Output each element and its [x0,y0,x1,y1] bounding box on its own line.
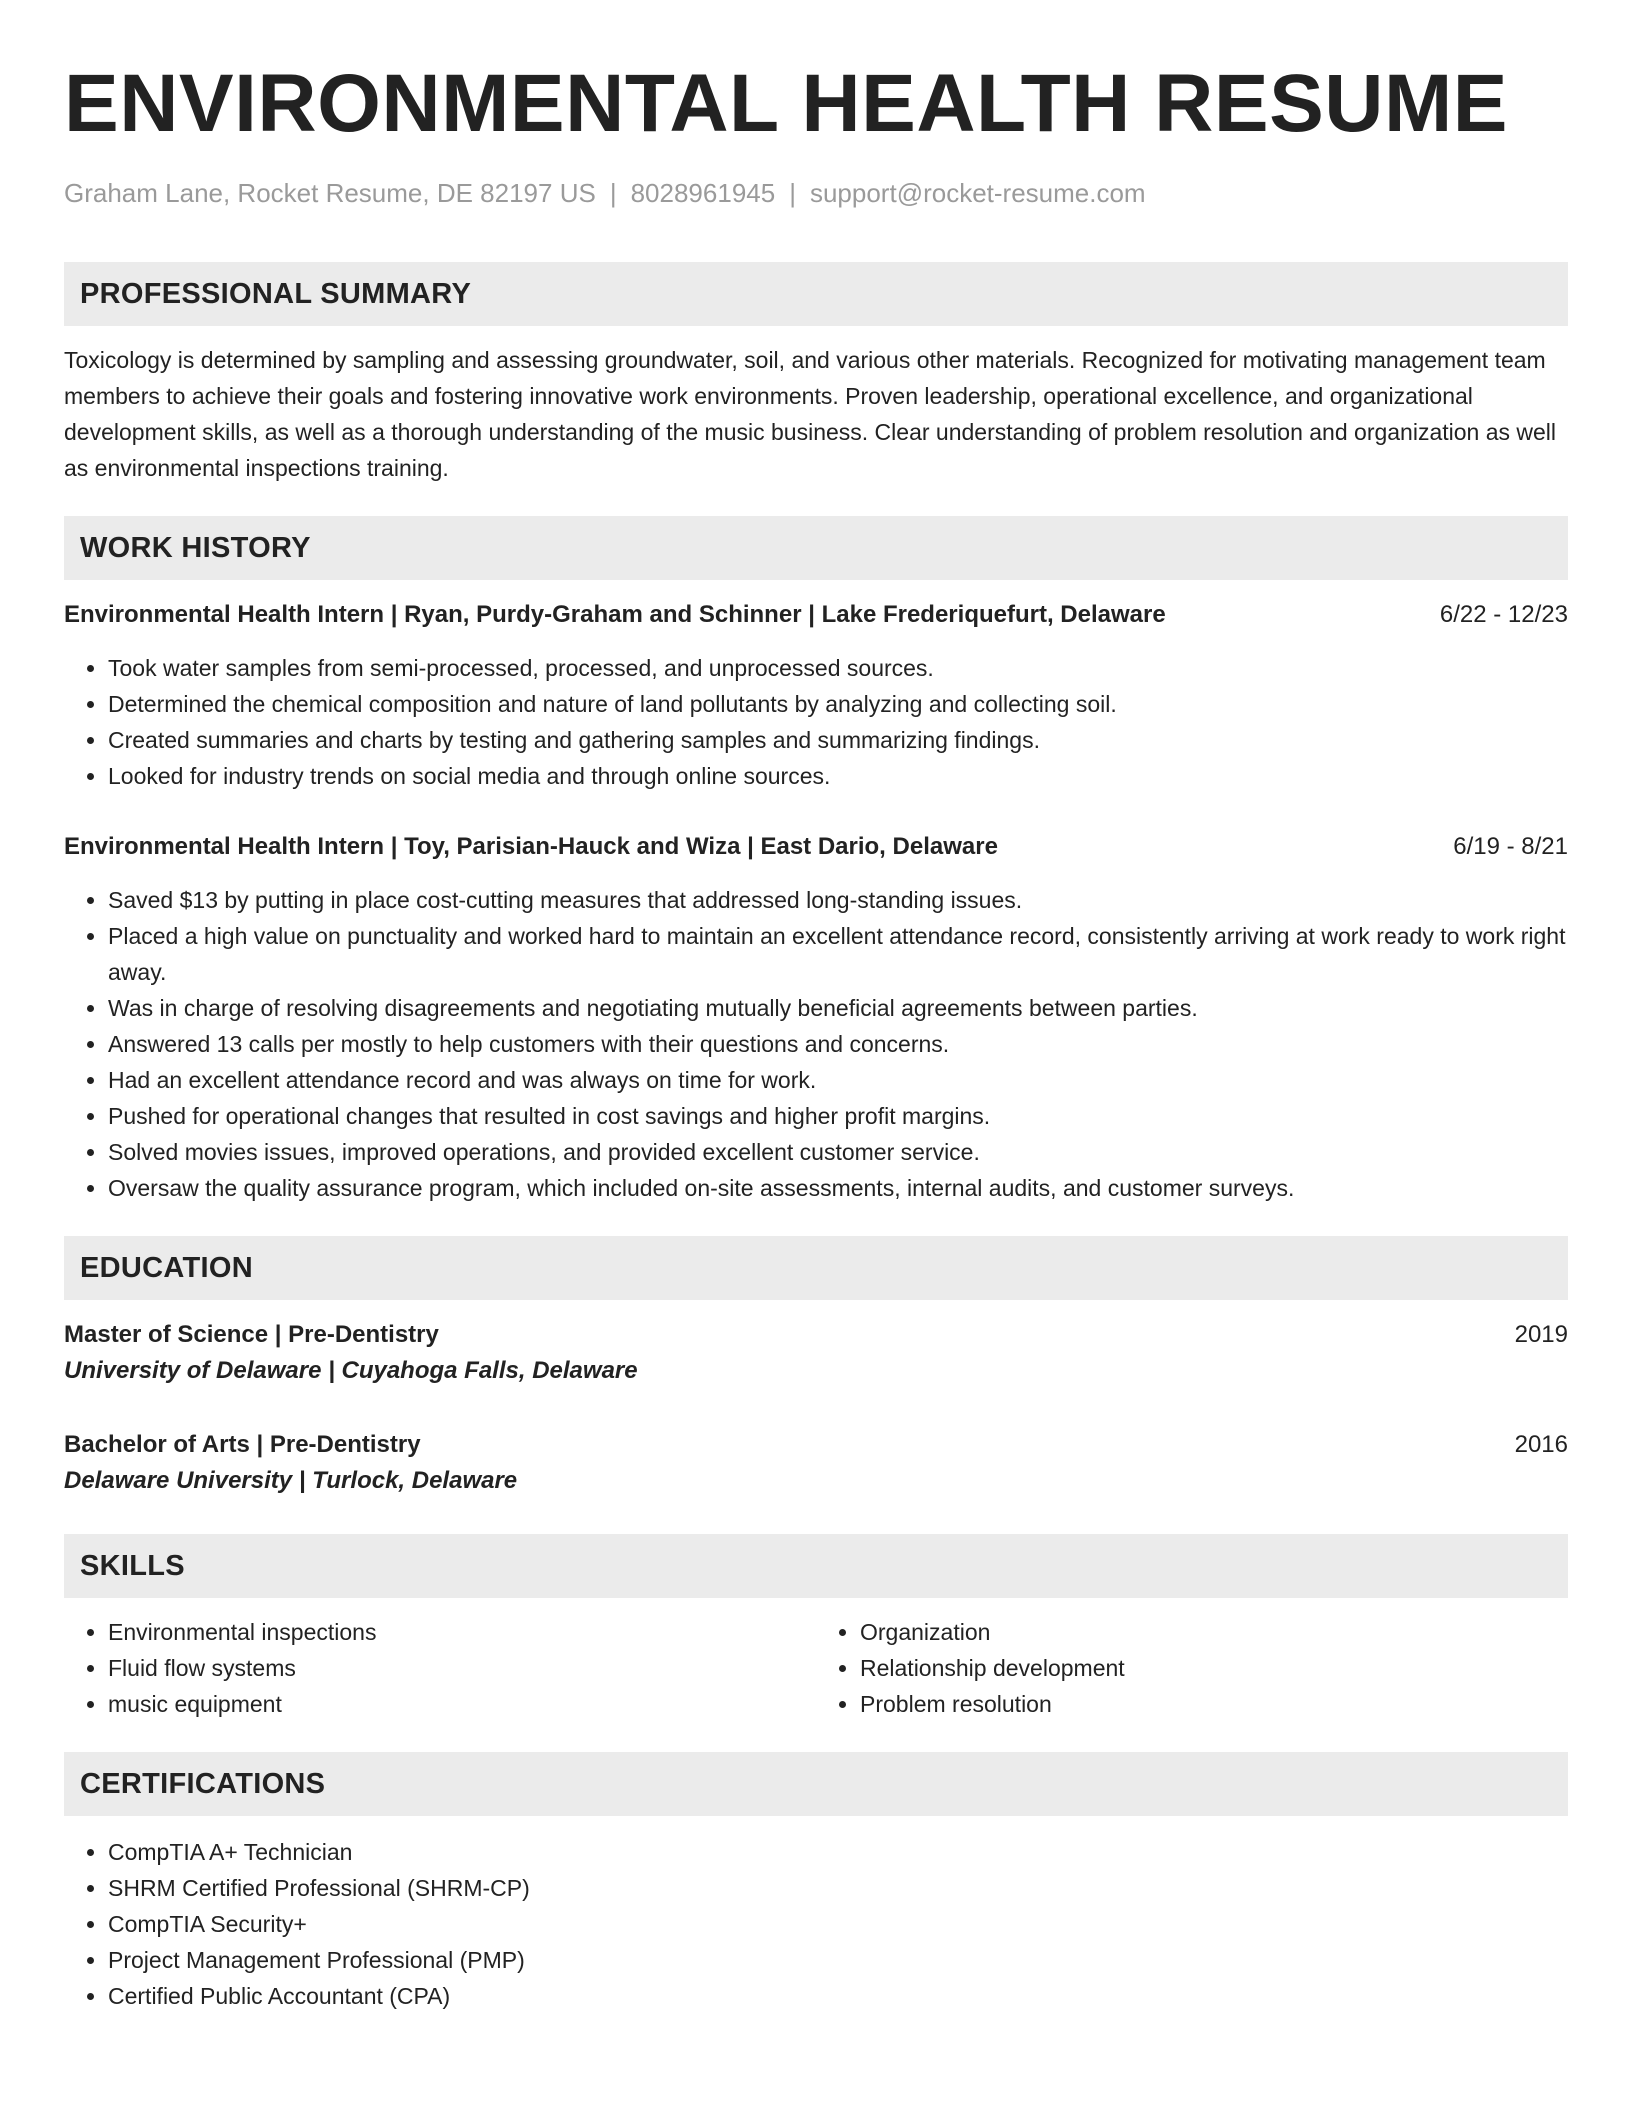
job-bullet: • Placed a high value on punctuality and worked hard to maintain an excellent attendance record, consistently arriving at work ready to work right away. [108,918,1568,990]
education-degree: Bachelor of Arts | Pre-Dentistry [64,1431,421,1458]
job-bullet: • Oversaw the quality assurance program, which included on-site assessments, internal audits, and customer surveys. [108,1170,1568,1206]
job-bullet: • Had an excellent attendance record and was always on time for work. [108,1062,1568,1098]
education-entry [64,1428,1568,1500]
certification-item: • Certified Public Accountant (CPA) [108,1978,1568,2014]
contact-phone: 8028961945 [630,178,776,208]
skill-item: • Relationship development [860,1650,1568,1686]
job-bullet: • Took water samples from semi-processed, processed, and unprocessed sources. [108,650,1568,686]
contact-email: support@rocket-resume.com [809,178,1146,208]
section-title: SKILLS [80,1549,185,1582]
education-header [64,1318,1568,1352]
job-bullets [64,650,1568,794]
job-header [64,598,1568,632]
section-header-certifications [64,1752,1568,1816]
job-bullet: • Created summaries and charts by testing and gathering samples and summarizing findings. [108,722,1568,758]
certification-item: • CompTIA Security+ [108,1906,1568,1942]
contact-line [64,176,1568,210]
skill-item: • Organization [860,1614,1568,1650]
section-title: EDUCATION [80,1251,253,1284]
job-bullet: • Pushed for operational changes that resulted in cost savings and higher profit margins. [108,1098,1568,1134]
job-dates: 6/22 - 12/23 [1439,601,1568,628]
job-bullet: • Looked for industry trends on social media and through online sources. [108,758,1568,794]
skills-column-right [816,1614,1568,1722]
job-bullet: • Determined the chemical composition and nature of land pollutants by analyzing and collecting soil. [108,686,1568,722]
contact-separator: | [789,178,796,208]
skill-item: • music equipment [108,1686,816,1722]
job-dates: 6/19 - 8/21 [1453,833,1568,860]
job-bullet: • Saved $13 by putting in place cost-cutting measures that addressed long-standing issues. [108,882,1568,918]
education-school: Delaware University | Turlock, Delaware [64,1467,518,1494]
certifications-list [64,1834,1568,2014]
education-header [64,1428,1568,1462]
certification-item: • Project Management Professional (PMP) [108,1942,1568,1978]
skill-item: • Problem resolution [860,1686,1568,1722]
contact-address: Graham Lane, Rocket Resume, DE 82197 US [64,178,596,208]
job-bullet: • Was in charge of resolving disagreements and negotiating mutually beneficial agreements between parties. [108,990,1568,1026]
skill-item: • Environmental inspections [108,1614,816,1650]
resume-title: ENVIRONMENTAL HEALTH RESUME [64,58,1508,149]
section-header-summary [64,262,1568,326]
education-entry [64,1318,1568,1390]
section-title: PROFESSIONAL SUMMARY [80,277,472,310]
skills-column-left [64,1614,816,1722]
education-year: 2019 [1514,1321,1568,1348]
section-header-skills [64,1534,1568,1598]
contact-separator: | [609,178,617,208]
summary-text: Toxicology is determined by sampling and assessing groundwater, soil, and various other materials. Recognized for motivating management team members to achieve their goals and fostering innovative work environments. Proven leadership, operational excellence, and organizational development skills, as well as a thorough understanding of the music business. Clear understanding of problem resolution and organization as well as environmental inspections training. [64,347,1557,481]
job-bullet: • Answered 13 calls per mostly to help customers with their questions and concerns. [108,1026,1568,1062]
job-bullet: • Solved movies issues, improved operations, and provided excellent customer service. [108,1134,1568,1170]
job-title: Environmental Health Intern | Ryan, Purdy-Graham and Schinner | Lake Frederiquefurt, Delaware [64,601,1166,628]
section-header-education [64,1236,1568,1300]
certification-item: • CompTIA A+ Technician [108,1834,1568,1870]
job-title: Environmental Health Intern | Toy, Parisian-Hauck and Wiza | East Dario, Delaware [64,833,998,860]
education-degree: Master of Science | Pre-Dentistry [64,1321,439,1348]
section-header-work [64,516,1568,580]
education-school: University of Delaware | Cuyahoga Falls, Delaware [64,1357,638,1384]
job-header [64,830,1568,864]
job-entry [64,598,1568,794]
section-title: WORK HISTORY [80,531,311,564]
skills-list [64,1614,1568,1722]
section-title: CERTIFICATIONS [80,1767,326,1800]
certification-item: • SHRM Certified Professional (SHRM-CP) [108,1870,1568,1906]
skill-item: • Fluid flow systems [108,1650,816,1686]
job-entry [64,830,1568,1206]
education-year: 2016 [1514,1431,1568,1458]
job-bullets [64,882,1568,1206]
